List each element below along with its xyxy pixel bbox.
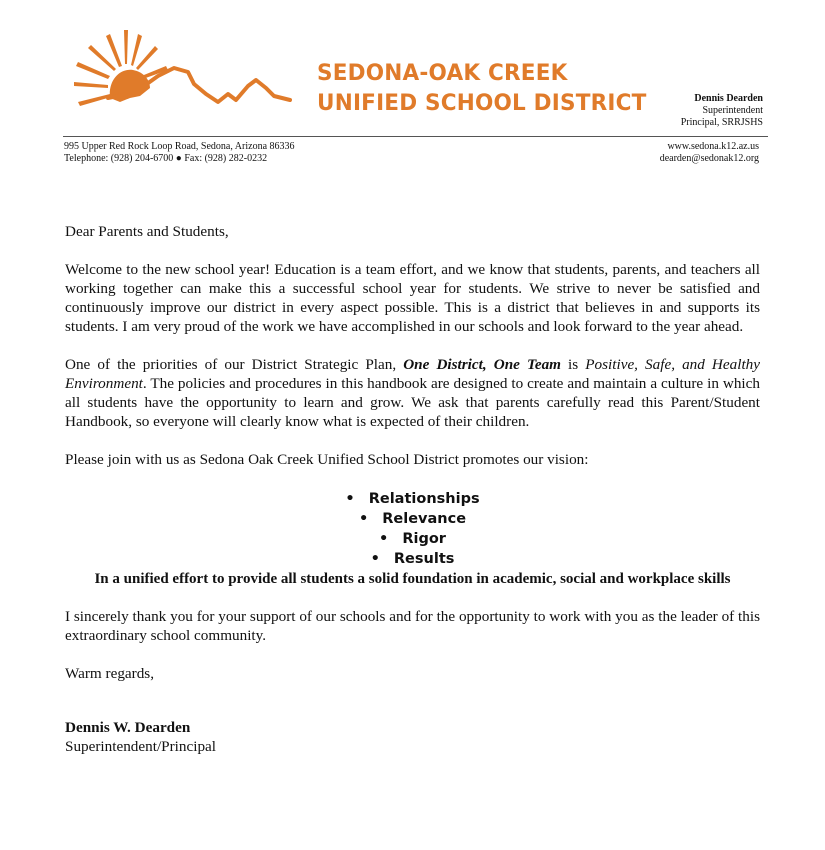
signature-name: Dennis W. Dearden xyxy=(65,719,191,736)
header-divider xyxy=(63,136,768,137)
contact-title-2: Principal, SRRJSHS xyxy=(680,117,763,128)
p2-text-3: . The policies and procedures in this handbook are designed to create and maintain a culture in which all students have the opportunity to learn and grow. We ask that parents carefully read this Parent/Student Handbook, so everyone will clearly know what is expected of their children. xyxy=(65,375,760,430)
paragraph-strategic-plan xyxy=(65,355,760,431)
vision-item-rigor: • Rigor xyxy=(65,529,760,549)
street-address: 995 Upper Red Rock Loop Road, Sedona, Arizona 86336 xyxy=(64,141,295,152)
contact-name: Dennis Dearden xyxy=(694,93,763,104)
vision-item-results: • Results xyxy=(65,549,760,569)
vision-item-relevance: • Relevance xyxy=(65,509,760,529)
plan-name: One District, One Team xyxy=(403,356,561,373)
phone-fax: Telephone: (928) 204-6700 ● Fax: (928) 282-0232 xyxy=(64,153,268,164)
sun-mountain-logo-icon xyxy=(70,28,295,128)
letter-body xyxy=(65,222,760,756)
greeting: Dear Parents and Students, xyxy=(65,223,229,240)
address-block xyxy=(64,141,295,165)
email-link[interactable]: dearden@sedonak12.org xyxy=(659,153,759,164)
website-link[interactable]: www.sedona.k12.az.us xyxy=(667,141,759,152)
district-name-line2: UNIFIED SCHOOL DISTRICT xyxy=(317,91,647,116)
contact-title-1: Superintendent xyxy=(702,105,763,116)
vision-list xyxy=(65,489,760,569)
plan-priority: Positive, Safe, and Healthy Environment xyxy=(65,356,760,392)
district-name-line1: SEDONA-OAK CREEK xyxy=(317,61,568,86)
regards: Warm regards, xyxy=(65,665,155,682)
vision-item-relationships: • Relationships xyxy=(65,489,760,509)
web-contact-block xyxy=(660,141,759,165)
signature-title: Superintendent/Principal xyxy=(65,738,216,755)
contact-person-block xyxy=(563,93,763,129)
mission-statement: In a unified effort to provide all students a solid foundation in academic, social and workplace skills xyxy=(94,571,731,587)
p2-text-1: One of the priorities of our District Strategic Plan, xyxy=(65,356,404,373)
closing-paragraph: I sincerely thank you for your support of our schools and for the opportunity to work with you as the leader of this extraordinary school community. xyxy=(65,608,760,644)
p2-text-2: is xyxy=(560,356,586,373)
vision-intro: Please join with us as Sedona Oak Creek Unified School District promotes our vision: xyxy=(65,451,589,468)
paragraph-welcome: Welcome to the new school year! Education is a team effort, and we know that students, parents, and teachers all working together can make this a successful school year for students. We strive to never be satisfied and continuously improve our district in every aspect possible. This is a district that believes in and supports its students. I am very proud of the work we have accomplished in our schools and look forward to the year ahead. xyxy=(65,261,760,335)
